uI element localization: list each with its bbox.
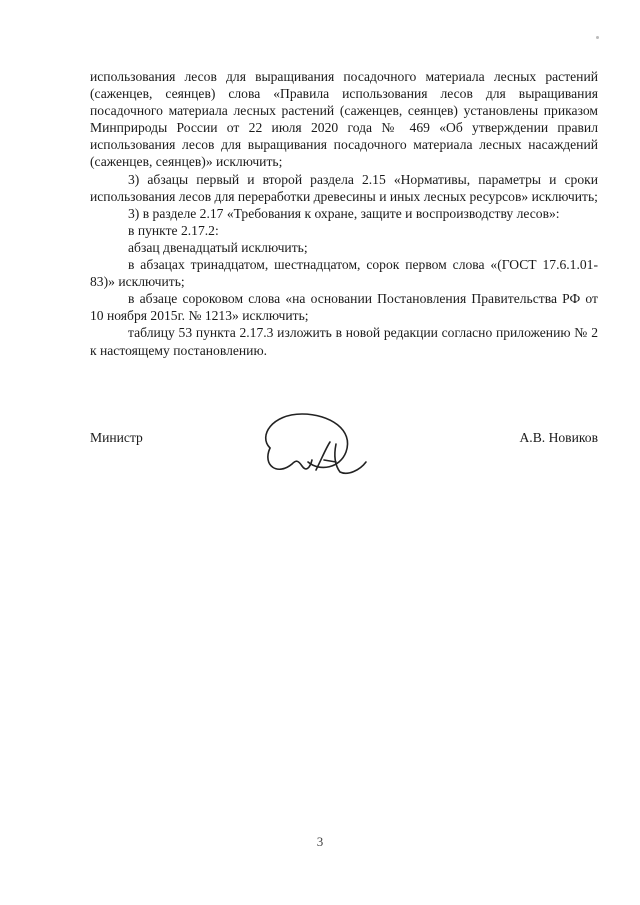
handwritten-signature <box>250 410 380 490</box>
paragraph-item-2-15: 3) абзацы первый и второй раздела 2.15 «Нормативы, параметры и сроки использования лесов для переработки древесины и иных лесных ресурсов» исключить; <box>90 171 598 204</box>
paragraph-point-2-17-2: в пункте 2.17.2: <box>128 222 219 238</box>
paragraph-abzac-12: абзац двенадцатый исключить; <box>128 239 308 255</box>
page-number: 3 <box>316 834 324 849</box>
paragraph-table-53: таблицу 53 пункта 2.17.3 изложить в новой редакции согласно приложению № 2 к настоящему постановлению. <box>90 325 598 358</box>
paragraph-abzac-gost: в абзацах тринадцатом, шестнадцатом, сорок первом слова «(ГОСТ 17.6.1.01-83)» исключить; <box>90 257 598 290</box>
paragraph-abzac-40: в абзаце сороковом слова «на основании Постановления Правительства РФ от 10 ноября 2015г. № 1213» исключить; <box>90 291 598 324</box>
signature-block <box>90 430 598 490</box>
scan-speck <box>596 36 599 39</box>
paragraph-continuation: использования лесов для выращивания посадочного материала лесных растений (саженцев, сеянцев) слова «Правила использования лесов для выращивания посадочного материала лесных растений (саженцев, сеянцев) установлены приказом Минприроды России от 22 июля 2020 года № 469 «Об утверждении правил использования лесов для выращивания посадочного материала лесных насаждений (саженцев, сеянцев)» исключить; <box>90 69 598 170</box>
signatory-name: А.В. Новиков <box>519 430 598 445</box>
paragraph-item-2-17: 3) в разделе 2.17 «Требования к охране, защите и воспроизводству лесов»: <box>128 205 560 221</box>
signatory-title: Министр <box>90 430 143 445</box>
document-body <box>90 68 598 359</box>
